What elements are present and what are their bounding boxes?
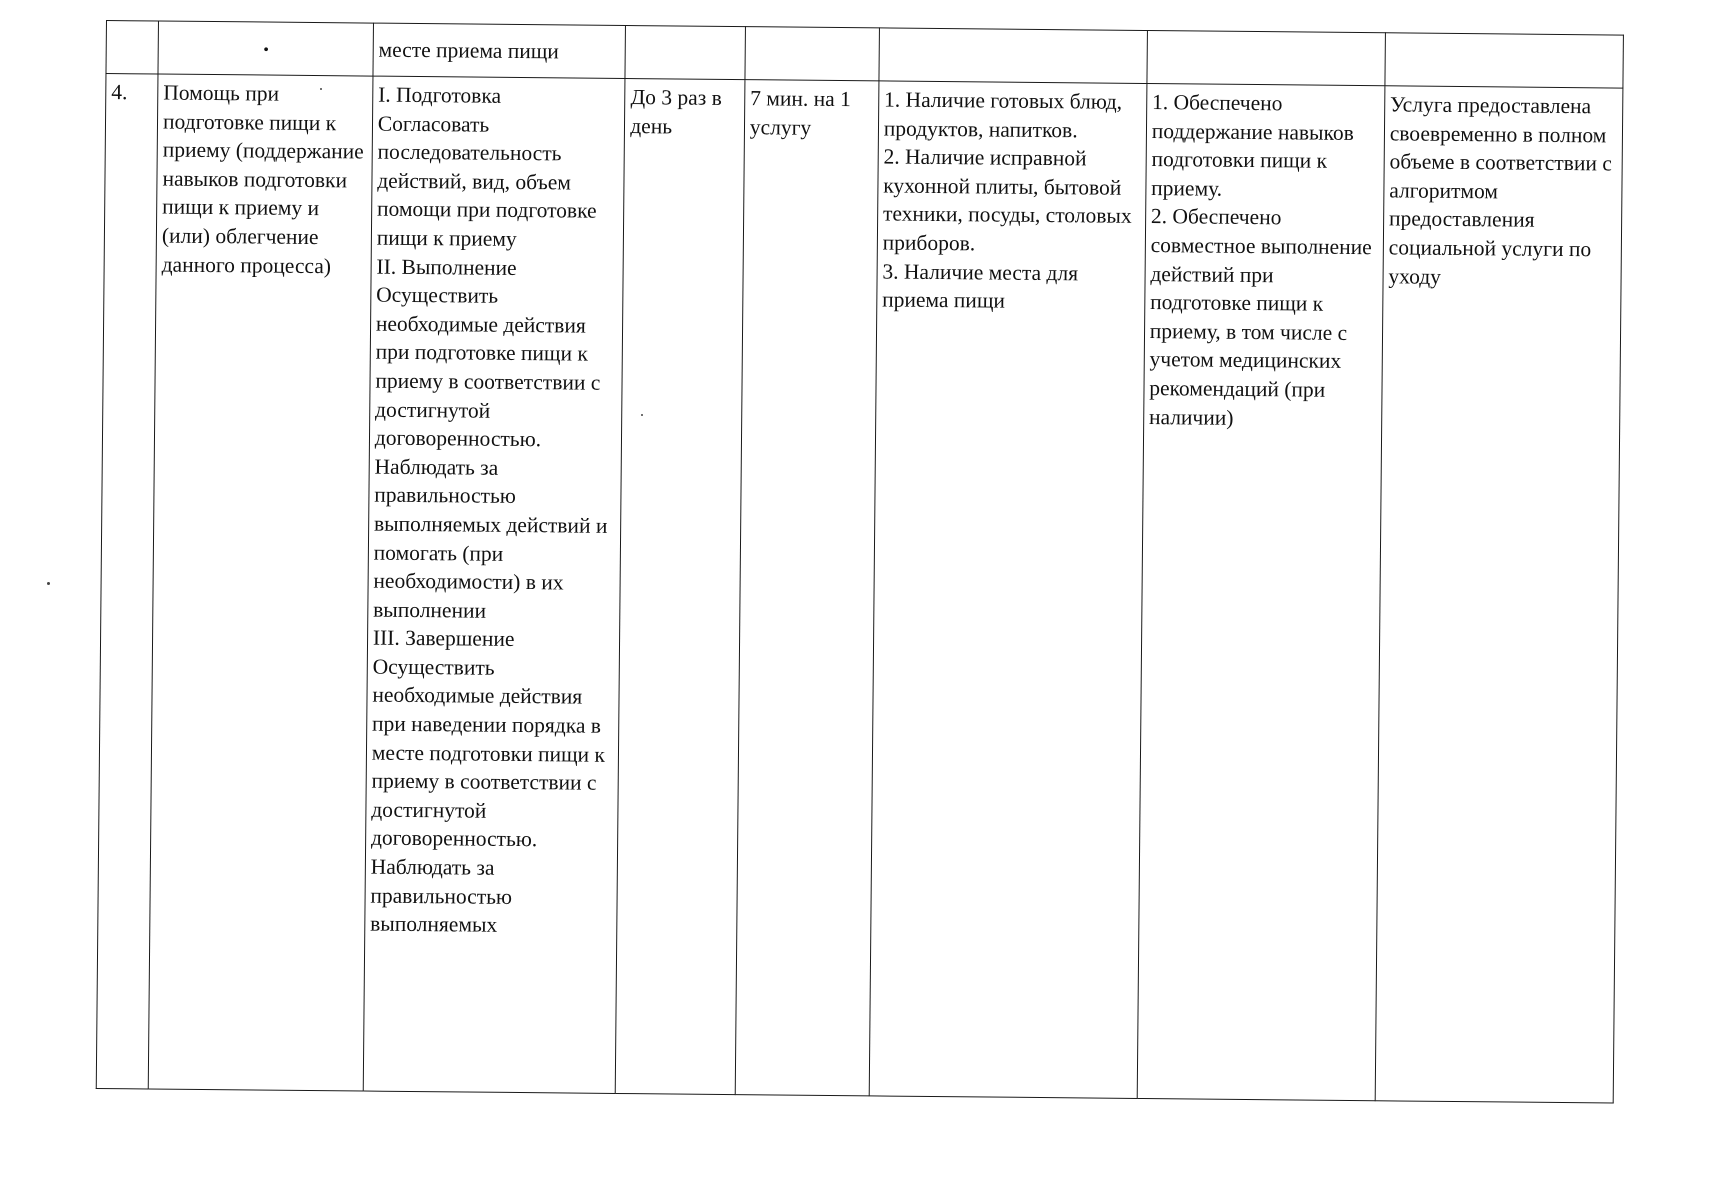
cell-number-continued (106, 21, 159, 74)
cell-frequency: До 3 раз в день (616, 78, 745, 1094)
cell-duration: 7 мин. на 1 услугу (735, 80, 879, 1096)
cell-service-name: Помощь при подготовке пищи к приему (поддержание навыков подготовки пищи к приему и (или) облегчение данного процесса) (148, 74, 373, 1091)
cell-description-continued: месте приема пищи (373, 23, 626, 78)
cell-name-continued (158, 21, 373, 76)
cell-number: 4. (96, 74, 158, 1089)
scan-speck (641, 414, 643, 416)
cell-conditions: 1. Наличие готовых блюд, продуктов, напитков. 2. Наличие исправной кухонной плиты, бытовой техники, посуды, столовых приборов. 3. Наличие места для приема пищи (869, 81, 1147, 1099)
table-row (96, 74, 1623, 1104)
cell-results-continued (1147, 30, 1386, 85)
cell-mark: • (263, 41, 270, 59)
cell-frequency-continued (625, 25, 745, 79)
cell-assessment: Услуга предоставлена своевременно в полном объеме в соответствии с алгоритмом предоставления социальной услуги по уходу (1375, 86, 1623, 1103)
scan-speck (47, 582, 50, 585)
scan-speck (320, 88, 322, 90)
cell-description: I. Подготовка Согласовать последовательность действий, вид, объем помощи при подготовке пищи к приему II. Выполнение Осуществить необходимые действия при подготовке пищи к приему в соответствии с достигнутой договоренностью. Наблюдать за правильностью выполняемых действий и помогать (при необходимости) в их выполнении III. Завершение Осуществить необходимые действия при наведении порядка в месте подготовки пищи к приему в соответствии с достигнутой договоренностью. Наблюдать за правильностью выполняемых (363, 76, 625, 1093)
cell-results: 1. Обеспечено поддержание навыков подготовки пищи к приему. 2. Обеспечено совместное выполнение действий при подготовке пищи к приему, в том числе с учетом медицинских рекомендаций (при наличии) (1137, 83, 1385, 1100)
service-table (96, 20, 1624, 1104)
cell-assessment-continued (1385, 33, 1624, 88)
cell-duration-continued (745, 27, 879, 81)
cell-conditions-continued (879, 28, 1147, 84)
